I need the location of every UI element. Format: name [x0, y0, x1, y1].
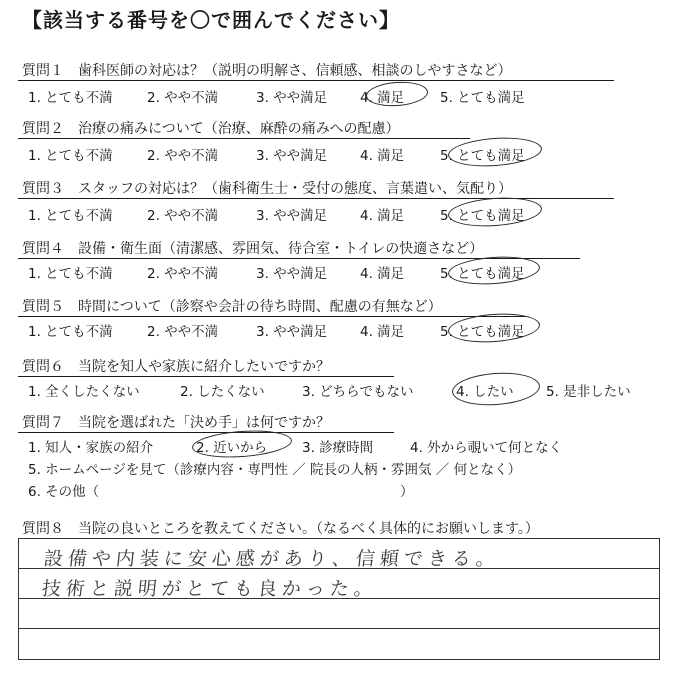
question-6-number: 質問６: [22, 359, 64, 375]
question-1-number: 質問１: [22, 63, 64, 79]
question-6-underline: [18, 376, 394, 377]
q7-option-6-close: ）: [400, 484, 414, 500]
question-5-number: 質問５: [22, 299, 64, 315]
q4-option-3[interactable]: 3. やや満足: [256, 266, 328, 282]
question-6-text: 当院を知人や家族に紹介したいですか？: [78, 359, 330, 375]
q7-option-2[interactable]: 2. 近いから: [196, 440, 268, 456]
q6-option-4[interactable]: 4. したい: [456, 384, 514, 400]
q5-option-3[interactable]: 3. やや満足: [256, 324, 328, 340]
q7-option-5[interactable]: 5. ホームページを見て（診療内容・専門性 ／ 院長の人柄・雰囲気 ／ 何となく）: [28, 462, 522, 478]
q1-option-1[interactable]: 1. とても不満: [28, 90, 113, 106]
question-5-text: 時間について（診察や会計の待ち時間、配慮の有無など）: [78, 299, 442, 315]
question-3-text: スタッフの対応は？（歯科衛生士・受付の態度、言葉遣い、気配り）: [78, 181, 512, 197]
q3-option-4[interactable]: 4. 満足: [360, 208, 405, 224]
question-2-text: 治療の痛みについて（治療、麻酔の痛みへの配慮）: [78, 121, 400, 137]
q5-option-2[interactable]: 2. やや不満: [147, 324, 219, 340]
q7-option-3[interactable]: 3. 診療時間: [302, 440, 374, 456]
q3-selection-circle: [447, 195, 543, 229]
question-8-text: 当院の良いところを教えてください。（なるべく具体的にお願いします。）: [78, 521, 539, 537]
question-2-number: 質問２: [22, 121, 64, 137]
q7-option-1[interactable]: 1. 知人・家族の紹介: [28, 440, 154, 456]
q1-option-2[interactable]: 2. やや不満: [147, 90, 219, 106]
q4-option-5[interactable]: 5. とても満足: [440, 266, 525, 282]
answer-line-3: [18, 628, 660, 629]
q5-option-4[interactable]: 4. 満足: [360, 324, 405, 340]
question-2-heading: [22, 118, 399, 138]
q7-option-6[interactable]: 6. その他（: [28, 484, 100, 500]
q2-option-3[interactable]: 3. やや満足: [256, 148, 328, 164]
question-7-heading: [22, 412, 330, 432]
q3-option-1[interactable]: 1. とても不満: [28, 208, 113, 224]
question-7-number: 質問７: [22, 415, 64, 431]
q7-option-4[interactable]: 4. 外から覗いて何となく: [410, 440, 563, 456]
question-1-underline: [18, 80, 614, 81]
question-1-text: 歯科医師の対応は？（説明の明解さ、信頼感、相談のしやすさなど）: [78, 63, 512, 79]
q1-option-5[interactable]: 5. とても満足: [440, 90, 525, 106]
q2-option-4[interactable]: 4. 満足: [360, 148, 405, 164]
q6-option-1[interactable]: 1. 全くしたくない: [28, 384, 140, 400]
page-title: 【該当する番号を〇で囲んでください】: [22, 8, 400, 32]
q2-option-5[interactable]: 5. とても満足: [440, 148, 525, 164]
question-8-heading: [22, 518, 539, 538]
question-5-heading: [22, 296, 442, 316]
question-3-heading: [22, 178, 512, 198]
question-4-heading: [22, 238, 483, 258]
q1-selection-circle: [365, 80, 429, 108]
q2-selection-circle: [447, 135, 543, 169]
q4-option-4[interactable]: 4. 満足: [360, 266, 405, 282]
question-1-heading: [22, 60, 511, 80]
q3-option-3[interactable]: 3. やや満足: [256, 208, 328, 224]
q5-option-1[interactable]: 1. とても不満: [28, 324, 113, 340]
q6-option-2[interactable]: 2. したくない: [180, 384, 265, 400]
handwritten-answer-line-1: 設備や内装に安心感があり、信頼できる。: [42, 548, 502, 570]
q4-option-1[interactable]: 1. とても不満: [28, 266, 113, 282]
handwritten-answer-line-2: 技術と説明がとても良かった。: [40, 578, 380, 600]
question-4-text: 設備・衛生面（清潔感、雰囲気、待合室・トイレの快適さなど）: [78, 241, 484, 257]
q3-option-5[interactable]: 5. とても満足: [440, 208, 525, 224]
q1-option-4[interactable]: 4. 満足: [360, 90, 405, 106]
q5-option-5[interactable]: 5. とても満足: [440, 324, 525, 340]
question-8-number: 質問８: [22, 521, 64, 537]
q2-option-2[interactable]: 2. やや不満: [147, 148, 219, 164]
q6-option-5[interactable]: 5. 是非したい: [546, 384, 631, 400]
question-7-underline: [18, 432, 394, 433]
question-3-number: 質問３: [22, 181, 64, 197]
q2-option-1[interactable]: 1. とても不満: [28, 148, 113, 164]
q6-selection-circle: [451, 370, 541, 408]
q6-option-3[interactable]: 3. どちらでもない: [302, 384, 414, 400]
q4-option-2[interactable]: 2. やや不満: [147, 266, 219, 282]
question-7-text: 当院を選ばれた「決め手」は何ですか？: [78, 415, 330, 431]
question-4-number: 質問４: [22, 241, 64, 257]
q1-option-3[interactable]: 3. やや満足: [256, 90, 328, 106]
question-6-heading: [22, 356, 330, 376]
question-5-underline: [18, 316, 526, 317]
q3-option-2[interactable]: 2. やや不満: [147, 208, 219, 224]
question-2-underline: [18, 138, 470, 139]
